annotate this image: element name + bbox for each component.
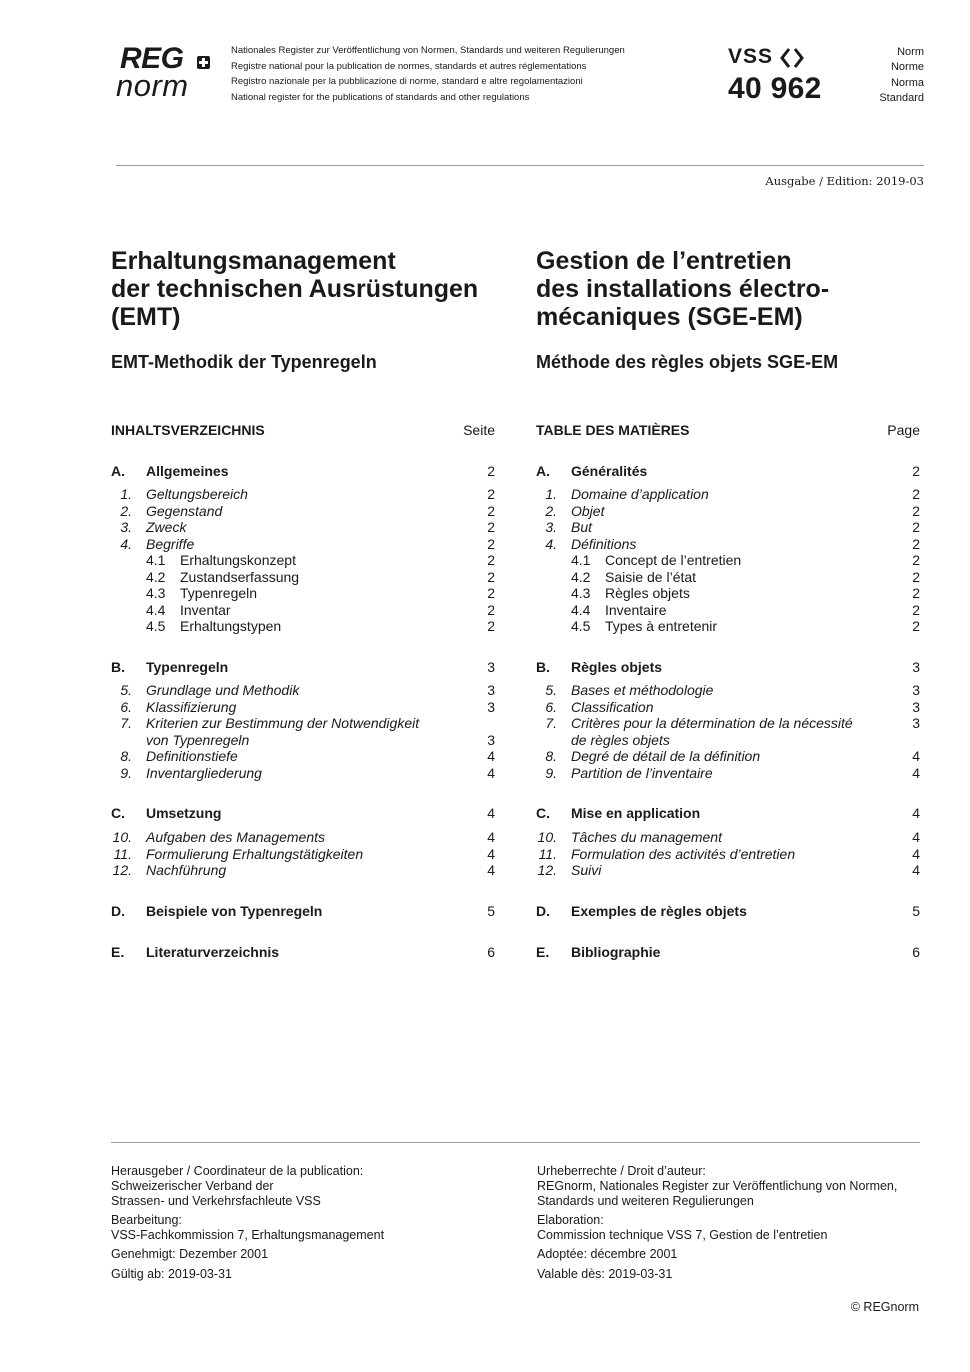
page-number: 2 [487, 502, 495, 519]
toc-item[interactable] [536, 765, 920, 781]
item-number: 6. [545, 698, 557, 715]
page-number: 2 [912, 486, 920, 502]
norm-label-fr: Norme [890, 61, 924, 74]
section-letter: E. [536, 944, 550, 960]
page-number: 4 [487, 845, 495, 862]
item-title: Formulation des activités d’entretien [571, 845, 796, 862]
page-number: 4 [912, 845, 920, 862]
edition-date: Ausgabe / Edition: 2019-03 [765, 174, 924, 188]
page-number: 2 [487, 519, 495, 535]
valid-from-date: Valable dès: 2019-03-31 [537, 1267, 673, 1281]
column-french [536, 247, 920, 960]
page-number: 4 [487, 805, 495, 821]
document-subtitle-fr: Méthode des règles objets SGE-EM [536, 352, 839, 372]
vss-standard-id [728, 44, 838, 110]
page-number: 2 [912, 502, 920, 519]
item-title: Critères pour la détermination de la nécessité [571, 715, 853, 731]
toc-section[interactable] [536, 463, 920, 479]
item-number: 6. [120, 698, 132, 715]
page-number: 3 [487, 698, 495, 715]
title-line: mécaniques (SGE-EM) [536, 303, 803, 331]
toc-item-continuation[interactable] [111, 732, 495, 748]
toc-section[interactable] [111, 903, 495, 919]
approved-date: Genehmigt: Dezember 2001 [111, 1247, 269, 1261]
page-number: 4 [487, 764, 495, 781]
section-letter: D. [536, 903, 550, 919]
subitem-number: 4.1 [571, 552, 591, 568]
item-number: 8. [120, 748, 132, 764]
subitem-number: 4.3 [571, 585, 591, 601]
section-title: Literaturverzeichnis [146, 944, 280, 960]
toc-section[interactable] [536, 944, 920, 960]
toc-item[interactable] [536, 715, 920, 731]
page-number: 4 [912, 829, 920, 845]
item-title: Geltungsbereich [146, 486, 248, 502]
page-number: 4 [912, 748, 920, 764]
item-number: 5. [545, 682, 557, 698]
section-title: Bibliographie [571, 944, 661, 960]
page-number: 2 [487, 552, 495, 568]
item-title: Definitionstiefe [146, 748, 238, 764]
subitem-number: 4.1 [146, 552, 166, 568]
item-number: 1. [545, 486, 557, 502]
item-number: 10. [537, 829, 557, 845]
toc-item[interactable] [536, 519, 920, 535]
toc-item[interactable] [111, 715, 495, 731]
header-divider [116, 165, 924, 166]
subitem-title: Zustandserfassung [180, 568, 300, 585]
subitem-number: 4.4 [571, 601, 591, 618]
item-number: 12. [112, 862, 132, 878]
subitem-number: 4.2 [146, 568, 166, 585]
valid-from-date: Gültig ab: 2019-03-31 [111, 1267, 232, 1281]
item-number: 4. [545, 535, 557, 552]
toc-section[interactable] [111, 805, 495, 821]
item-number: 9. [545, 764, 557, 781]
toc-section[interactable] [111, 659, 495, 675]
copyright-block [537, 1164, 897, 1208]
section-letter: A. [536, 463, 550, 479]
double-chevron-icon [780, 47, 804, 69]
page-number: 6 [912, 944, 920, 960]
norm-label-it: Norma [890, 76, 924, 89]
toc-item[interactable] [536, 486, 920, 502]
page-number: 2 [912, 618, 920, 634]
page-number: 5 [487, 903, 495, 919]
page-number: 4 [487, 748, 495, 764]
toc-item[interactable] [111, 486, 495, 502]
registry-line-de: Nationales Register zur Veröffentlichung von Normen, Standards und weiteren Regulierungen [231, 45, 625, 56]
item-title: Kriterien zur Bestimmung der Notwendigkeit [146, 715, 420, 731]
section-title: Règles objets [571, 659, 663, 675]
page-number: 2 [912, 463, 920, 479]
column-german [111, 247, 495, 960]
page-number: 3 [487, 659, 495, 675]
section-letter: C. [111, 805, 125, 821]
item-title: Klassifizierung [146, 698, 237, 715]
registry-line-en: National register for the publications of standards and other regulations [231, 91, 530, 103]
item-title: Bases et méthodologie [571, 682, 714, 698]
item-title: von Typenregeln [146, 731, 250, 748]
toc-section[interactable] [111, 463, 495, 479]
toc-page-label: Page [887, 422, 920, 438]
toc-header-fr [536, 422, 920, 438]
subitem-title: Concept de l’entretien [605, 552, 742, 568]
toc-item[interactable] [536, 846, 920, 862]
page-number: 2 [487, 535, 495, 552]
toc-subitem[interactable] [111, 618, 495, 634]
item-title: Degré de détail de la définition [571, 748, 761, 764]
item-title: Tâches du management [571, 829, 722, 845]
section-title: Allgemeines [146, 463, 229, 479]
title-line: der technischen Ausrüstungen [111, 275, 479, 303]
title-line: (EMT) [111, 303, 181, 331]
item-title: Aufgaben des Managements [146, 829, 326, 845]
subitem-number: 4.5 [146, 618, 166, 634]
item-title: But [571, 519, 593, 535]
subitem-number: 4.3 [146, 585, 166, 601]
toc-section[interactable] [111, 944, 495, 960]
toc-item[interactable] [111, 829, 495, 845]
page-number: 6 [487, 944, 495, 960]
subitem-title: Erhaltungstypen [180, 618, 282, 634]
item-title: Suivi [571, 862, 602, 878]
document-subtitle-de: EMT-Methodik der Typenregeln [111, 352, 377, 372]
item-number: 9. [120, 764, 132, 781]
page-number: 3 [912, 682, 920, 698]
item-title: Partition de l’inventaire [571, 764, 713, 781]
toc-item[interactable] [111, 682, 495, 698]
subitem-number: 4.4 [146, 601, 166, 618]
norm-label-en: Standard [879, 91, 924, 104]
item-number: 11. [538, 845, 557, 862]
elaboration-block [537, 1213, 827, 1243]
item-title: Grundlage und Methodik [146, 682, 300, 698]
subitem-number: 4.5 [571, 618, 591, 634]
toc-item[interactable] [111, 536, 495, 552]
item-number: 1. [120, 486, 132, 502]
toc-item[interactable] [111, 748, 495, 764]
section-letter: B. [536, 659, 550, 675]
page-number: 4 [912, 805, 920, 821]
item-number: 10. [112, 829, 132, 845]
item-title: Objet [571, 502, 605, 519]
toc-item[interactable] [111, 846, 495, 862]
toc-subitem[interactable] [111, 569, 495, 585]
toc-subitem[interactable] [111, 602, 495, 618]
toc-subitem[interactable] [536, 552, 920, 568]
elaboration-committee: Commission technique VSS 7, Gestion de l’entretien [537, 1227, 828, 1242]
toc-subitem[interactable] [111, 552, 495, 568]
section-title: Exemples de règles objets [571, 903, 747, 919]
regnorm-logo [116, 44, 216, 104]
toc-item[interactable] [536, 748, 920, 764]
toc-item[interactable] [111, 503, 495, 519]
toc-subitem[interactable] [536, 569, 920, 585]
editing-committee: VSS-Fachkommission 7, Erhaltungsmanagement [111, 1227, 385, 1242]
title-line: des installations électro- [536, 275, 830, 303]
copyright-notice: © REGnorm [850, 1300, 919, 1314]
item-title: Nachführung [146, 862, 227, 878]
page-number: 2 [912, 535, 920, 552]
section-title: Beispiele von Typenregeln [146, 903, 323, 919]
item-number: 7. [545, 715, 557, 731]
page-number: 2 [487, 568, 495, 585]
section-title: Généralités [571, 463, 648, 479]
logo-reg-text: REG [120, 42, 184, 75]
page-number: 3 [487, 682, 495, 698]
item-number: 8. [545, 748, 557, 764]
registry-line-it: Registro nazionale per la pubblicazione di norme, standard e altre regolamentazioni [231, 76, 583, 87]
toc-subitem[interactable] [111, 585, 495, 601]
toc-subitem[interactable] [536, 602, 920, 618]
page-number: 2 [487, 601, 495, 618]
page-number: 4 [912, 764, 920, 781]
section-letter: C. [536, 805, 550, 821]
page-number: 3 [487, 731, 495, 748]
publisher-name: Schweizerischer Verband der [111, 1178, 274, 1193]
toc-header-de [111, 422, 495, 438]
page-number: 2 [487, 585, 495, 601]
toc-item[interactable] [111, 862, 495, 878]
section-letter: A. [111, 463, 125, 479]
section-title: Umsetzung [146, 805, 222, 821]
copyright-holder: Standards und weiteren Regulierungen [537, 1193, 754, 1208]
title-line: Erhaltungsmanagement [111, 247, 396, 275]
subitem-title: Inventaire [605, 601, 667, 618]
item-title: Inventargliederung [146, 764, 262, 781]
toc-item[interactable] [536, 503, 920, 519]
toc-section[interactable] [536, 659, 920, 675]
toc-item[interactable] [536, 862, 920, 878]
vss-logo-text: VSS [728, 45, 774, 68]
toc-item[interactable] [536, 682, 920, 698]
toc-item[interactable] [536, 536, 920, 552]
copyright-holder: REGnorm, Nationales Register zur Veröffentlichung von Normen, [537, 1178, 898, 1193]
toc-item[interactable] [536, 829, 920, 845]
publisher-name: Strassen- und Verkehrsfachleute VSS [111, 1193, 321, 1208]
page-number: 2 [912, 585, 920, 601]
toc-item[interactable] [536, 699, 920, 715]
page-number: 3 [912, 715, 920, 731]
item-title: Définitions [571, 535, 637, 552]
section-title: Typenregeln [146, 659, 229, 675]
toc-section[interactable] [536, 903, 920, 919]
item-title: Zweck [146, 519, 187, 535]
toc-item-continuation[interactable] [536, 732, 920, 748]
item-number: 5. [120, 682, 132, 698]
toc-item[interactable] [111, 519, 495, 535]
page-number: 2 [912, 568, 920, 585]
copyright-label: Urheberrechte / Droit d’auteur: [537, 1164, 706, 1178]
logo-norm-text: norm [116, 68, 189, 103]
page-number: 4 [487, 829, 495, 845]
elaboration-label: Elaboration: [537, 1213, 604, 1227]
editing-block [111, 1213, 384, 1243]
subitem-number: 4.2 [571, 568, 591, 585]
document-title-de [111, 247, 495, 333]
item-number: 12. [537, 862, 557, 878]
page-number: 2 [912, 519, 920, 535]
item-number: 11. [113, 845, 132, 862]
page-number: 2 [912, 552, 920, 568]
section-letter: E. [111, 944, 125, 960]
item-number: 3. [545, 519, 557, 535]
standard-number: 40 962 [728, 72, 822, 105]
publisher-label: Herausgeber / Coordinateur de la publication: [111, 1164, 364, 1178]
subitem-title: Règles objets [605, 585, 690, 601]
toc-item[interactable] [111, 765, 495, 781]
toc-subitem[interactable] [536, 585, 920, 601]
page-number: 2 [487, 463, 495, 479]
page-number: 4 [487, 862, 495, 878]
page-number: 2 [487, 618, 495, 634]
toc-label: INHALTSVERZEICHNIS [111, 422, 265, 438]
subitem-title: Saisie de l’état [605, 568, 697, 585]
footer-divider [111, 1142, 920, 1143]
page-number: 5 [912, 903, 920, 919]
title-line: Gestion de l’entretien [536, 247, 792, 275]
item-number: 4. [120, 535, 132, 552]
subitem-title: Erhaltungskonzept [180, 552, 296, 568]
norm-language-labels [879, 45, 924, 106]
item-title: Begriffe [146, 535, 195, 552]
item-title: de règles objets [571, 731, 670, 748]
page-number: 2 [487, 486, 495, 502]
registry-description [231, 43, 625, 105]
item-number: 3. [120, 519, 132, 535]
registry-line-fr: Registre national pour la publication de normes, standards et autres réglementations [231, 60, 587, 72]
item-title: Domaine d’application [571, 486, 709, 502]
item-title: Formulierung Erhaltungstätigkeiten [146, 845, 364, 862]
toc-item[interactable] [111, 699, 495, 715]
section-letter: D. [111, 903, 125, 919]
page-number: 2 [912, 601, 920, 618]
norm-label-de: Norm [897, 46, 924, 58]
swiss-cross-icon [197, 56, 210, 69]
section-title: Mise en application [571, 805, 701, 821]
toc-page-label: Seite [463, 422, 495, 438]
document-title-fr [536, 247, 920, 333]
subitem-title: Typenregeln [180, 585, 258, 601]
adopted-date: Adoptée: décembre 2001 [537, 1247, 678, 1261]
item-number: 7. [120, 715, 132, 731]
subitem-title: Types à entretenir [605, 618, 718, 634]
item-title: Gegenstand [146, 502, 223, 519]
editing-label: Bearbeitung: [111, 1213, 182, 1227]
publisher-block [111, 1164, 363, 1208]
page-number: 3 [912, 698, 920, 715]
toc-label: TABLE DES MATIÈRES [536, 422, 690, 438]
page-number: 3 [912, 659, 920, 675]
toc-subitem[interactable] [536, 618, 920, 634]
subitem-title: Inventar [180, 601, 231, 618]
toc-section[interactable] [536, 805, 920, 821]
item-title: Classification [571, 698, 654, 715]
section-letter: B. [111, 659, 125, 675]
item-number: 2. [120, 502, 132, 519]
page-number: 4 [912, 862, 920, 878]
item-number: 2. [545, 502, 557, 519]
